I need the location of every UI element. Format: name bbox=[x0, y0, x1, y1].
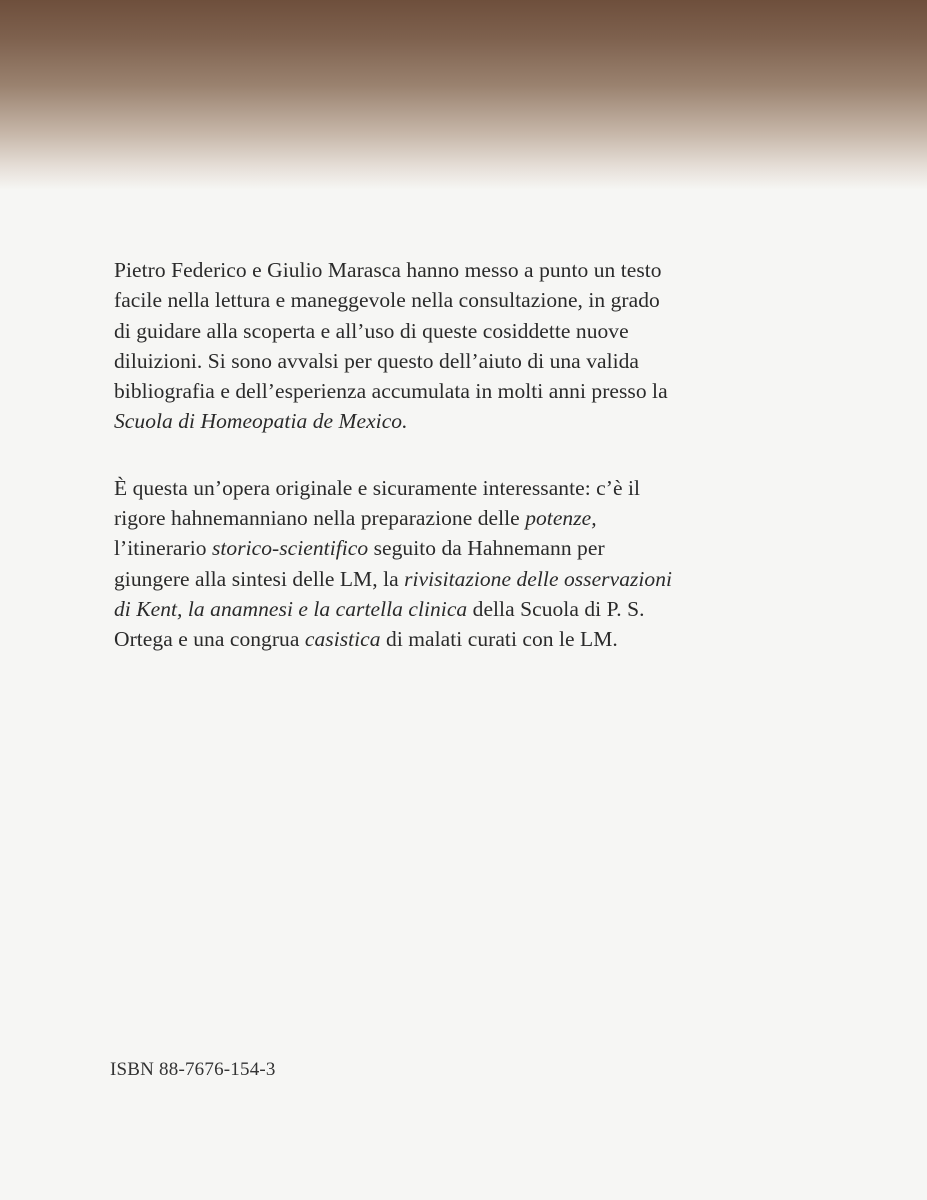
paragraph-description bbox=[114, 255, 764, 437]
text-line bbox=[114, 624, 764, 654]
text-line bbox=[114, 503, 764, 533]
italic-fragment: potenze, bbox=[525, 506, 597, 531]
text-line: È questa un’opera originale e sicuramente interessante: c’è il bbox=[114, 475, 641, 500]
back-cover-text bbox=[114, 255, 764, 655]
text-fragment: rigore hahnemanniano nella preparazione delle bbox=[114, 506, 526, 531]
text-line: di guidare alla scoperta e all’uso di queste cosiddette nuove bbox=[114, 318, 629, 343]
italic-fragment: rivisitazione delle osservazioni bbox=[404, 566, 673, 591]
italic-fragment: casistica bbox=[304, 627, 381, 652]
isbn-number: ISBN 88-7676-154-3 bbox=[110, 1059, 276, 1080]
text-fragment: giungere alla sintesi delle LM, la bbox=[114, 566, 405, 591]
text-line bbox=[114, 533, 764, 563]
text-line bbox=[114, 594, 764, 624]
text-fragment: Ortega e una congrua bbox=[114, 627, 305, 652]
text-line: facile nella lettura e maneggevole nella consultazione, in grado bbox=[114, 288, 660, 313]
italic-fragment: storico-scientifico bbox=[211, 536, 369, 561]
paragraph-evaluation bbox=[114, 473, 764, 655]
top-color-band bbox=[0, 0, 927, 190]
text-line: bibliografia e dell’esperienza accumulata in molti anni presso la bbox=[114, 379, 668, 404]
text-fragment: l’itinerario bbox=[114, 536, 212, 561]
text-line: diluizioni. Si sono avvalsi per questo dell’aiuto di una valida bbox=[114, 348, 640, 373]
text-line: Pietro Federico e Giulio Marasca hanno messo a punto un testo bbox=[114, 258, 662, 282]
italic-fragment: di Kent, la anamnesi e la cartella clinica bbox=[114, 596, 468, 621]
text-line-italic bbox=[114, 406, 764, 436]
text-fragment: di malati curati con le LM. bbox=[380, 627, 618, 652]
text-fragment: seguito da Hahnemann per bbox=[368, 536, 605, 561]
text-line bbox=[114, 564, 764, 594]
school-name: Scuola di Homeopatia de Mexico. bbox=[114, 409, 408, 434]
text-fragment: della Scuola di P. S. bbox=[467, 596, 645, 621]
